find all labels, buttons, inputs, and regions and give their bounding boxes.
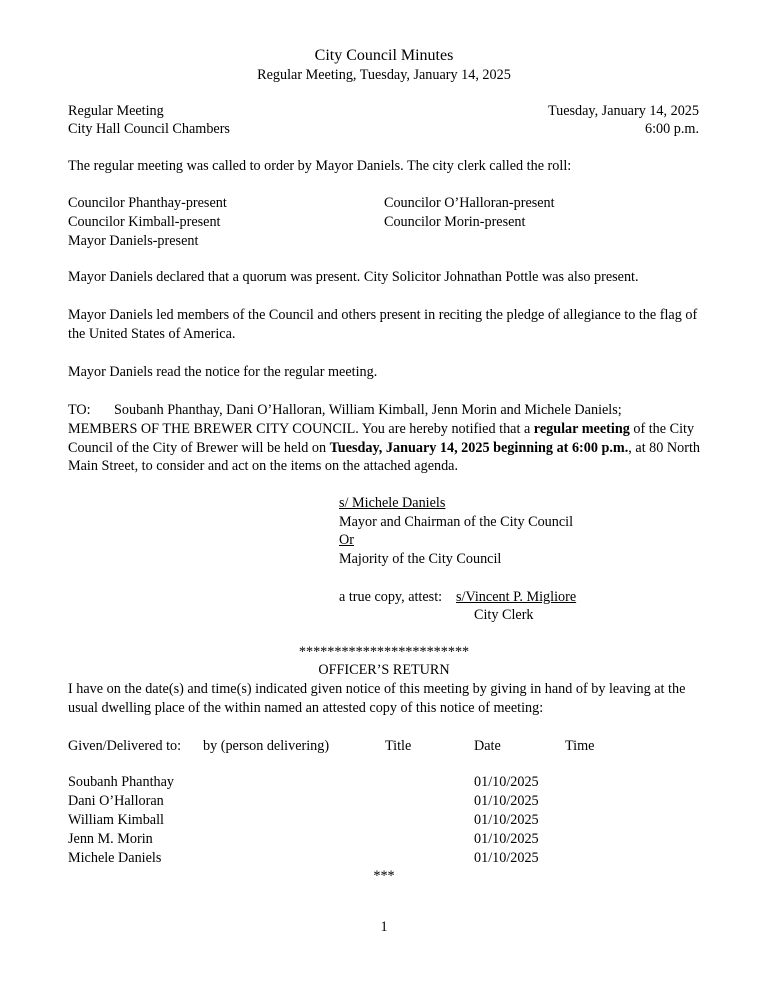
notice-body xyxy=(68,420,700,476)
call-to-order: The regular meeting was called to order by Mayor Daniels. The city clerk called the roll: xyxy=(68,158,572,174)
clerk-signature xyxy=(456,588,701,607)
delivery-row-name: Soubanh Phanthay xyxy=(68,774,175,790)
notice-bold-datetime: Tuesday, January 14, 2025 beginning at 6:00 p.m. xyxy=(329,439,629,456)
roll-item: Councilor Kimball-present xyxy=(68,214,221,230)
page-number: 1 xyxy=(380,919,388,935)
column-header-title: Title xyxy=(385,738,412,754)
delivery-row-date: 01/10/2025 xyxy=(474,812,539,828)
or-label: Or xyxy=(339,532,354,548)
mayor-signature-text: s/ Michele Daniels xyxy=(339,495,446,511)
meeting-date: Tuesday, January 14, 2025 xyxy=(547,103,699,119)
attest-label: a true copy, attest: xyxy=(339,589,443,605)
page-subtitle: Regular Meeting, Tuesday, January 14, 2025 xyxy=(257,67,511,83)
meeting-time: 6:00 p.m. xyxy=(645,121,699,137)
roll-item: Mayor Daniels-present xyxy=(68,233,199,249)
delivery-row-name: Jenn M. Morin xyxy=(68,831,153,847)
majority-label: Majority of the City Council xyxy=(339,551,502,567)
roll-item: Councilor O’Halloran-present xyxy=(384,195,555,211)
notice-to-label: TO: xyxy=(68,402,91,418)
column-header-date: Date xyxy=(474,738,501,754)
mayor-signature xyxy=(339,494,611,513)
delivery-row-name: Dani O’Halloran xyxy=(68,793,164,809)
end-mark: *** xyxy=(373,868,395,884)
delivery-row-date: 01/10/2025 xyxy=(474,831,539,847)
mayor-title: Mayor and Chairman of the City Council xyxy=(339,514,574,530)
pledge-statement: Mayor Daniels led members of the Council and others present in reciting the pledge of allegiance to the flag of the United States of America. xyxy=(68,307,698,342)
column-header-person: by (person delivering) xyxy=(203,738,330,754)
column-header-time: Time xyxy=(565,738,595,754)
officers-return-heading: OFFICER’S RETURN xyxy=(318,662,450,678)
column-header-given: Given/Delivered to: xyxy=(68,738,182,754)
meeting-location: City Hall Council Chambers xyxy=(68,121,230,137)
delivery-row-name: William Kimball xyxy=(68,812,164,828)
roll-item: Councilor Morin-present xyxy=(384,214,526,230)
clerk-title: City Clerk xyxy=(474,607,534,623)
notice-recipients-line xyxy=(68,401,622,420)
delivery-row-date: 01/10/2025 xyxy=(474,774,539,790)
page-title: City Council Minutes xyxy=(314,47,454,64)
notice-recipients: Soubanh Phanthay, Dani O’Halloran, William Kimball, Jenn Morin and Michele Daniels; xyxy=(114,402,622,418)
officers-return-text: I have on the date(s) and time(s) indicated given notice of this meeting by giving in hand of by leaving at the usual dwelling place of the within named an attested copy of this notice of meeting: xyxy=(68,681,686,716)
quorum-statement: Mayor Daniels declared that a quorum was present. City Solicitor Johnathan Pottle was also present. xyxy=(68,269,639,285)
roll-item: Councilor Phanthay-present xyxy=(68,195,227,211)
notice-body-text: MEMBERS OF THE BREWER CITY COUNCIL. You are hereby notified that a xyxy=(68,421,534,437)
notice-body-text: of the City Council of the City of Brewer will be held on xyxy=(68,421,695,456)
clerk-signature-text: s/Vincent P. Migliore xyxy=(456,589,577,605)
or-line xyxy=(339,531,649,550)
notice-body-text: , at 80 North Main Street, to consider and act on the items on the attached agenda. xyxy=(68,439,701,474)
meeting-type: Regular Meeting xyxy=(68,103,164,119)
delivery-row-name: Michele Daniels xyxy=(68,850,162,866)
delivery-row-date: 01/10/2025 xyxy=(474,850,539,866)
separator: ************************ xyxy=(298,644,470,660)
delivery-row-date: 01/10/2025 xyxy=(474,793,539,809)
notice-read-statement: Mayor Daniels read the notice for the regular meeting. xyxy=(68,364,378,380)
notice-bold-meeting: regular meeting xyxy=(533,421,630,437)
